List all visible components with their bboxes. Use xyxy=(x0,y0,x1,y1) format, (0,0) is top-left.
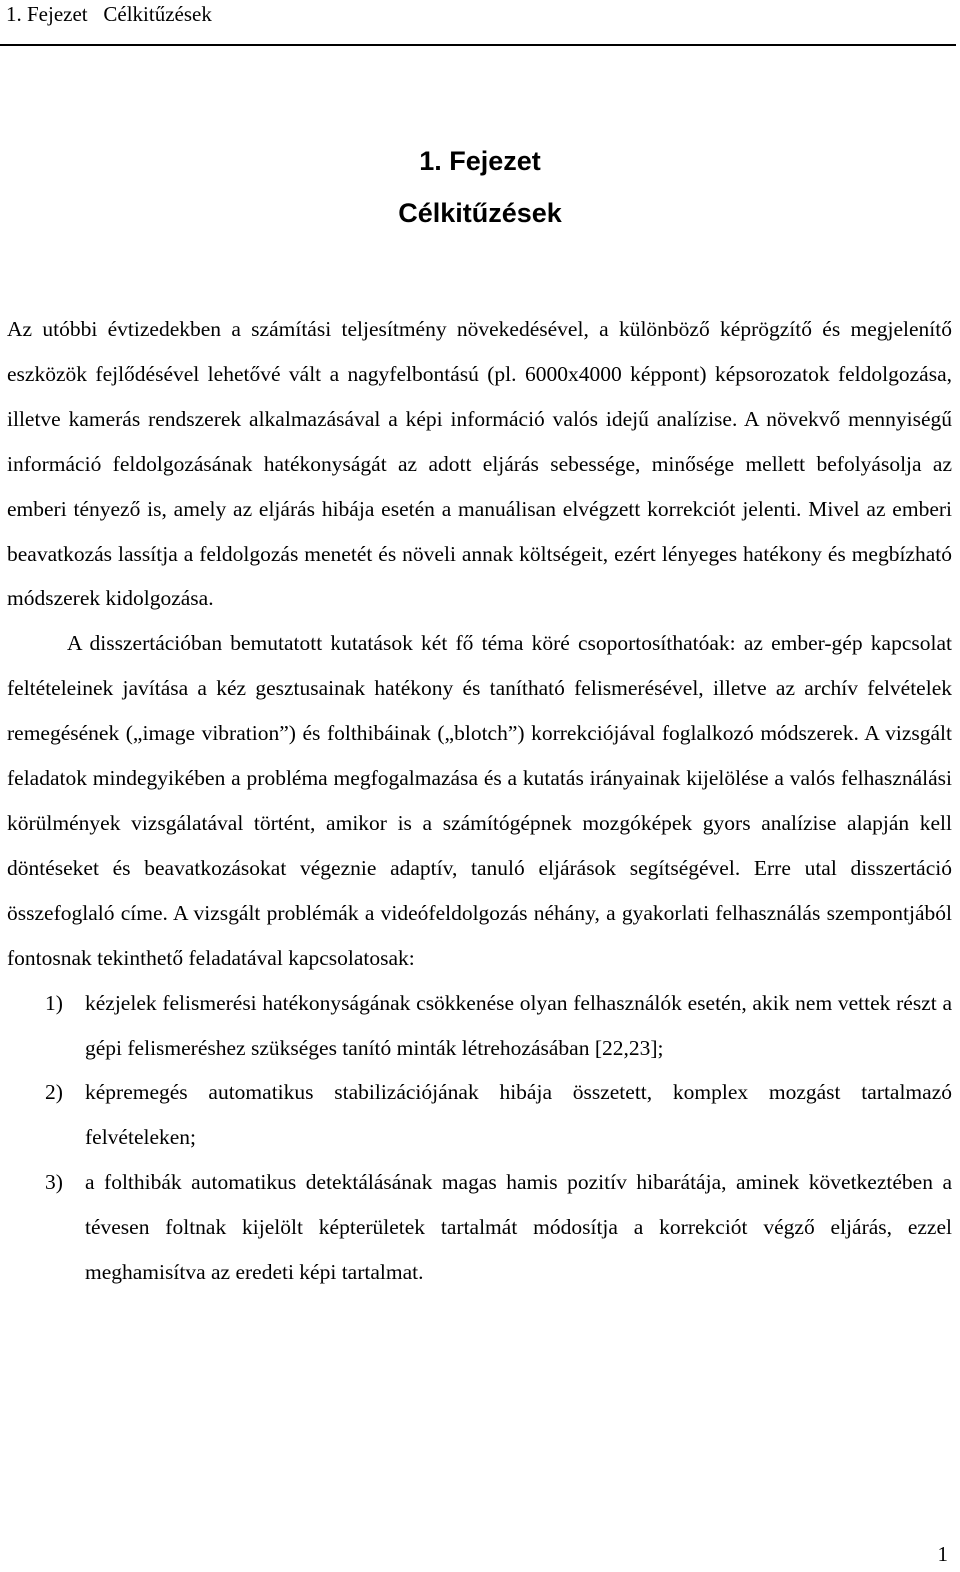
list-item xyxy=(7,1160,952,1295)
list-marker: 1) xyxy=(45,990,63,1015)
list-marker: 2) xyxy=(45,1080,63,1105)
header-divider xyxy=(0,44,956,46)
paragraph-intro: Az utóbbi évtizedekben a számítási teljesítmény növekedésével, a különböző képrögzítő és megjelenítő eszközök fejlődésével lehetővé vált a nagyfelbontású (pl. 6000x4000 képpont) képsorozatok feldolgozása, illetve kamerás rendszerek alkalmazásával a képi információ valós idejű analízise. A növekvő mennyiségű információ feldolgozásának hatékonyságát az adott eljárás sebessége, minősége mellett befolyásolja az emberi tényező is, amely az eljárás hibája esetén a manuálisan elvégzett korrekciót jelenti. Mivel az emberi beavatkozás lassítja a feldolgozás menetét és növeli annak költségeit, ezért lényeges hatékony és megbízható módszerek kidolgozása. xyxy=(7,317,952,611)
chapter-title: Célkitűzések xyxy=(398,198,562,228)
list-item xyxy=(7,981,952,1071)
problem-list xyxy=(7,981,952,1295)
page-number: 1 xyxy=(937,1542,948,1566)
list-item xyxy=(7,1070,952,1160)
chapter-number: 1. Fejezet xyxy=(419,146,541,176)
list-marker: 3) xyxy=(45,1170,63,1195)
list-item-text: a folthibák automatikus detektálásának magas hamis pozitív hibarátája, aminek következtében a tévesen foltnak kijelölt képterületek tartalmát módosítja a korrekciót végző eljárás, ezzel meghamisítva az eredeti képi tartalmat. xyxy=(85,1170,952,1285)
list-item-text: kézjelek felismerési hatékonyságának csökkenése olyan felhasználók esetén, akik nem vettek részt a gépi felismeréshez szükséges tanító minták létrehozásában [22,23]; xyxy=(85,990,952,1060)
list-item-text: képremegés automatikus stabilizációjának hibája összetett, komplex mozgást tartalmazó felvételeken; xyxy=(85,1080,952,1150)
running-header: 1. Fejezet Célkitűzések xyxy=(6,2,212,26)
paragraph-research: A disszertációban bemutatott kutatások két fő téma köré csoportosíthatóak: az ember-gép kapcsolat feltételeinek javítása a kéz gesztusainak hatékony és tanítható felismerésével, illetve az archív felvételek remegésének („image vibration”) és folthibáinak („blotch”) korrekciójával foglalkozó módszerek. A vizsgált feladatok mindegyikében a probléma megfogalmazása és a kutatás irányainak kijelölése a valós felhasználási körülmények vizsgálatával történt, amikor is a számítógépnek mozgóképek gyors analízise alapján kell döntéseket és beavatkozásokat végeznie adaptív, tanuló eljárások segítségével. Erre utal disszertáció összefoglaló címe. A vizsgált problémák a videófeldolgozás néhány, a gyakorlati felhasználás szempontjából fontosnak tekinthető feladatával kapcsolatosak: xyxy=(7,631,952,970)
body-text xyxy=(7,307,952,1295)
